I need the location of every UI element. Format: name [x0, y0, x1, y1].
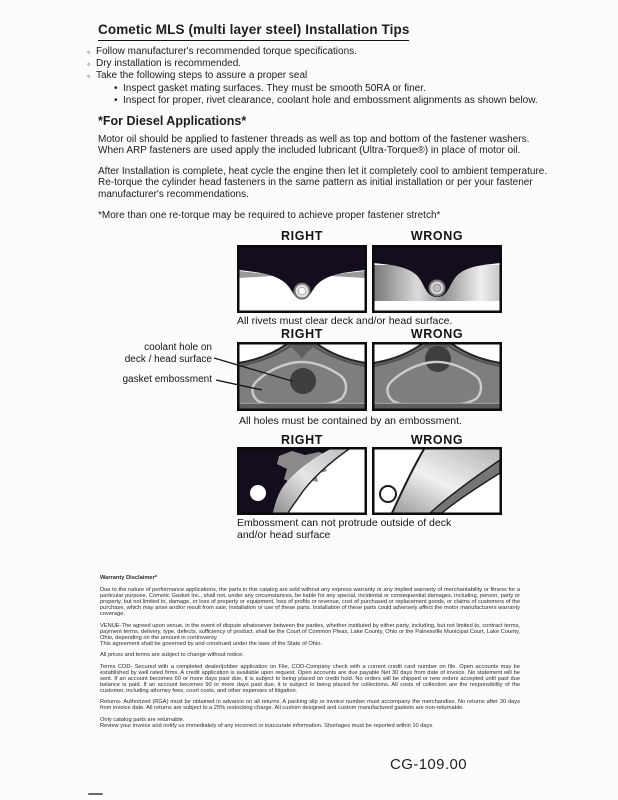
warranty-paragraph: Due to the nature of performance applications, the parts in this catalog are sold without any express warranty or any implied warranty of merchantability or fitness for a particular purpose. Cometic Gasket Inc., shall not, under any circumstances, be liable for any special, incidental or consequential damages, including, person, party or property, but not limited to, damage, or loss of property or equipment, loss of profits or revenue, cost of purchased or replacement goods, or claims of customers of the purchase, which may arise and/or result from sale, installation or use of these parts. Installation of these parts could adversely affect the motor manufacturers warranty coverage. — [100, 587, 520, 617]
rivet-clearance-right-diagram — [237, 245, 367, 313]
right-label: RIGHT — [281, 327, 323, 341]
tip-text: Follow manufacturer's recommended torque specifications. — [96, 46, 357, 57]
catalog-parts-line: Only catalog parts are returnable. — [100, 716, 185, 723]
venue-law-line: This agreement shall be governed by and construed under the laws of the State of Ohio. — [100, 640, 322, 647]
open-bullet-icon: ◦ — [87, 71, 91, 82]
paragraph: *More than one re-torque may be required to achieve proper fastener stretch* — [98, 209, 441, 221]
list-item — [87, 95, 563, 107]
paragraph: Motor oil should be applied to fastener threads as well as top and bottom of the fastener washers. When ARP fasteners are used apply the included lubricant (Ultra-Torque®) in place of motor oil. — [98, 133, 530, 157]
tip-text: Dry installation is recommended. — [96, 58, 242, 70]
diagram-caption: All holes must be contained by an embossment. — [239, 415, 462, 427]
open-bullet-icon: ◦ — [87, 47, 91, 57]
scan-artifact — [88, 793, 103, 795]
diesel-applications-section — [98, 116, 554, 230]
installation-tips-list — [87, 46, 563, 107]
gasket-embossment-annotation: gasket embossment — [122, 374, 212, 385]
right-label: RIGHT — [281, 229, 323, 243]
warranty-disclaimer-section — [100, 575, 520, 734]
list-item — [87, 46, 563, 58]
terms-paragraph: Terms COD- Secured with a completed dealer/jobber application on File, COD-Company check with a current credit card number on file. Open accounts may be established by well rated firms. A credit application is available upon request. Open accounts are due payable Net 30 days from date of invoice. No statement will be sent. If an account becomes 60 or more days past due, it is subject to being placed on credit hold. No orders will be shipped or new orders accepted until past due balance is paid. If an account becomes 90 or more days past due, it is subject to being placed for collections. All costs of collection are the responsibility of the customer, including attorney fees, court costs, and other expenses of litigation. — [100, 663, 520, 694]
page-code: CG-109.00 — [390, 756, 467, 773]
tip-text: Inspect gasket mating surfaces. They must be smooth 50RA or finer. — [123, 82, 426, 94]
coolant-hole-annotation: coolant hole on deck / head surface — [124, 342, 212, 365]
rivet-clearance-wrong-diagram — [372, 245, 502, 313]
embossment-protrusion-wrong-diagram — [372, 447, 502, 515]
open-bullet-icon: ◦ — [87, 59, 91, 70]
tip-text: Inspect for proper, rivet clearance, coolant hole and embossment alignments as shown below. — [123, 94, 538, 106]
list-item — [87, 58, 563, 70]
wrong-label: WRONG — [410, 433, 464, 447]
warranty-heading: Warranty Disclaimer* — [100, 575, 158, 581]
embossment-containment-right-diagram — [237, 342, 367, 411]
review-invoice-line: Review your invoice and notify us immediately of any incorrect or inaccurate information. Shortages must be reported within 10 days. — [100, 722, 434, 729]
prices-line: All prices and terms are subject to change without notice. — [100, 652, 244, 658]
wrong-label: WRONG — [410, 229, 464, 243]
diagram-caption: All rivets must clear deck and/or head surface. — [237, 315, 453, 327]
embossment-containment-wrong-diagram — [372, 342, 502, 411]
paragraph: After Installation is complete, heat cycle the engine then let it completely cool to ambient temperature. Re-torque the cylinder head fasteners in the same pattern as initial installation or per your fastener manufacturer's recommendations. — [98, 165, 548, 200]
list-item — [87, 83, 563, 95]
list-item — [87, 70, 563, 82]
section-heading: *For Diesel Applications* — [98, 114, 247, 128]
diagram-caption: Embossment can not protrude outside of deck and/or head surface — [237, 517, 452, 541]
venue-paragraph: VENUE-The agreed upon venue, in the event of dispute whatsoever between the parties, whether instituted by either party, including, but not limited to, contract terms, payment terms, delivery, type, defects, sufficiency of product, shall be the Court of Common Pleas, Lake County, Ohio or the Painesville Municipal Court, Lake County, Ohio, depending on the amount in controversy. — [100, 622, 520, 641]
page-title: Cometic MLS (multi layer steel) Installation Tips — [98, 22, 409, 41]
returns-paragraph: Returns- Authorized (RGA) must be obtained in advance on all returns. A packing slip or invoice number must accompany the merchandise. No returns after 30 days from invoice date. All returns are subject to a 25% restocking charge. All custom designed and custom manufactured gaskets are non-returnable. — [100, 699, 520, 711]
bullet-icon: • — [114, 82, 118, 94]
tip-text: Take the following steps to assure a proper seal — [96, 70, 308, 82]
embossment-protrusion-right-diagram — [237, 447, 367, 515]
bullet-icon: • — [114, 94, 118, 106]
wrong-label: WRONG — [410, 327, 464, 341]
right-label: RIGHT — [281, 433, 323, 447]
